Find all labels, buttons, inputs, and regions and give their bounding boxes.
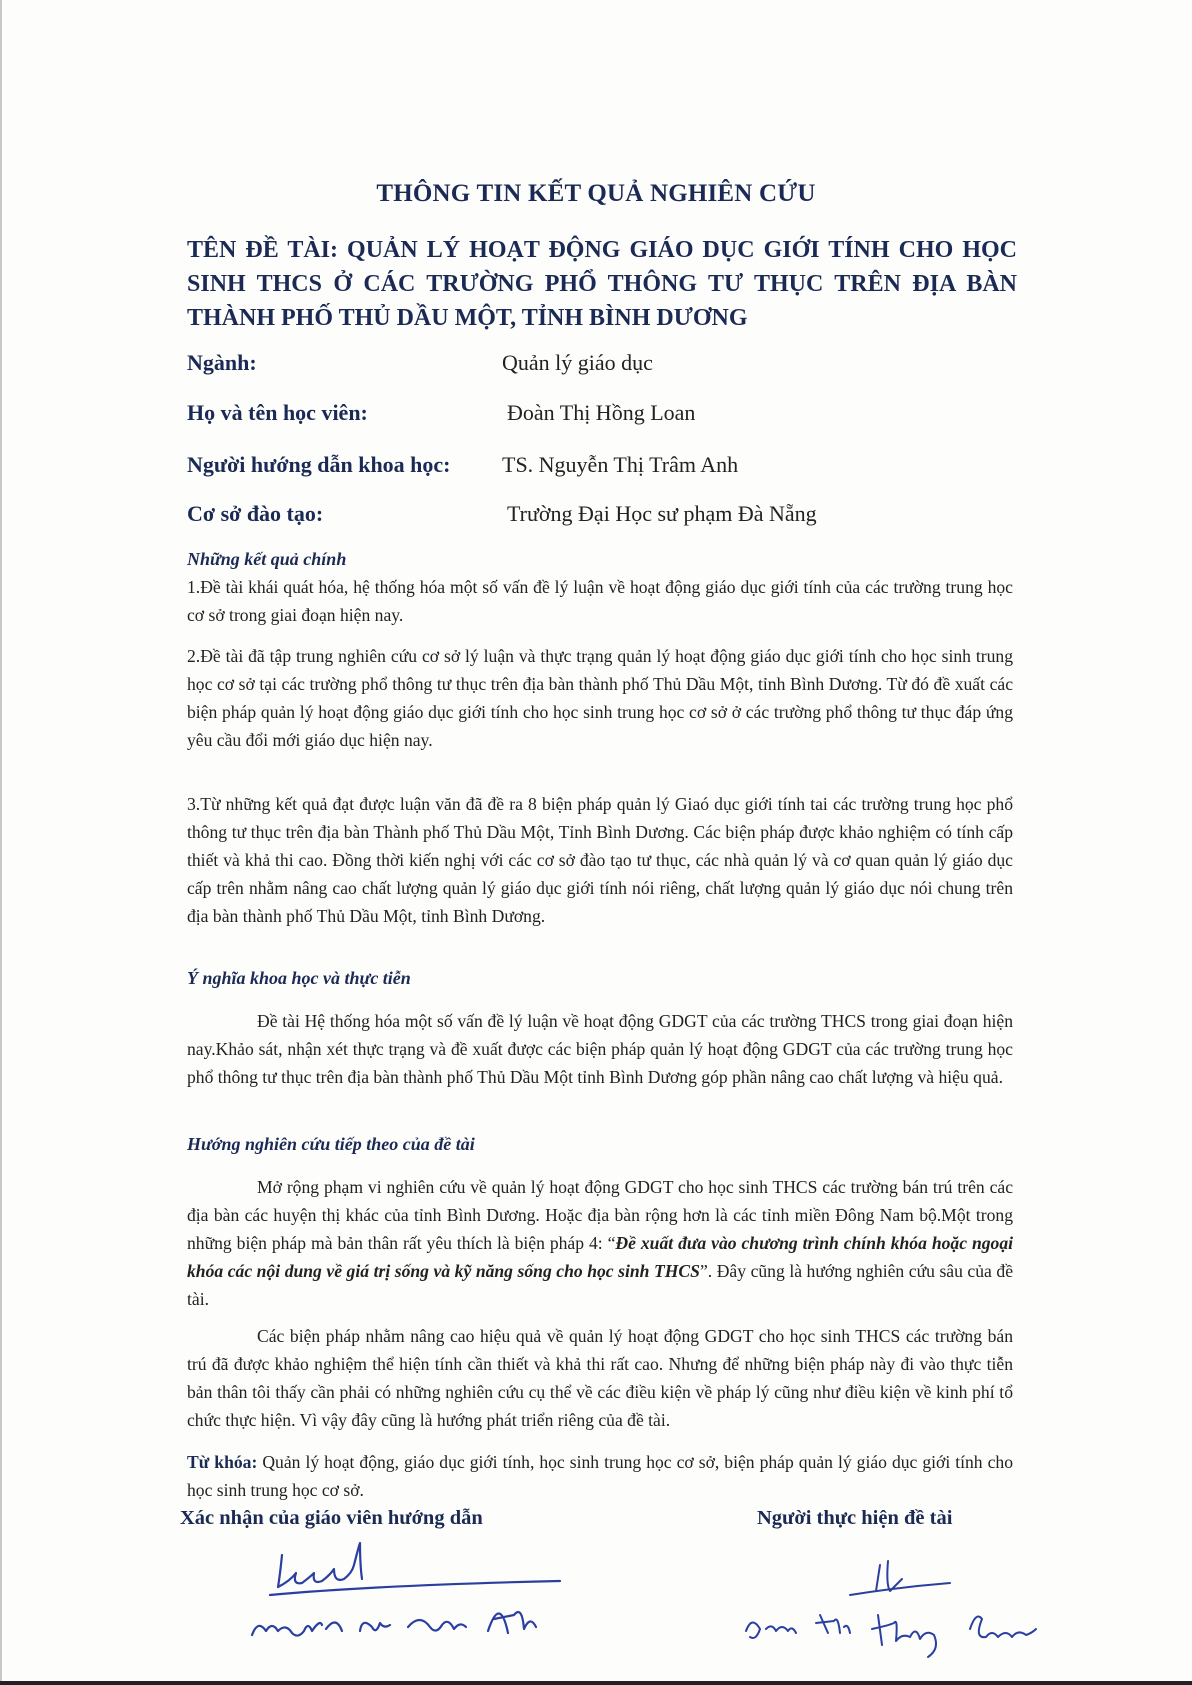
future-emphasis: Đề xuất đưa vào chương trình chính khóa hoặc ngoại khóa các nội dung về giá trị sống và kỹ năng sống cho học sinh THCS [187,1233,1014,1281]
future-text-end: ”. Đây cũng là hướng nghiên cứu sâu của đề tài. [187,1261,1014,1309]
info-label: Ngành: [187,350,257,375]
supervisor-confirmation-heading: Xác nhận của giáo viên hướng dẫn [180,1507,483,1529]
document-title: THÔNG TIN KẾT QUẢ NGHIÊN CỨU [376,180,816,207]
results-paragraph-2: 2.Đề tài đã tập trung nghiên cứu cơ sở lý luận và thực trạng quản lý hoạt động giáo dục giới tính cho học sinh trung học cơ sở tại các trường phổ thông tư thục trên địa bàn thành phố Thủ Dầu Một, tỉnh Bình Dương. Từ đó đề xuất các biện pháp quản lý hoạt động giáo dục giới tính cho học sinh trung học cơ sở ở các trường phổ thông tư thục đáp ứng yêu cầu đổi mới giáo dục hiện nay. [187,646,1013,750]
section-heading-results: Những kết quả chính [187,549,347,569]
info-value: TS. Nguyễn Thị Trâm Anh [502,452,739,477]
results-paragraph-3: 3.Từ những kết quả đạt được luận văn đã đề ra 8 biện pháp quản lý Giaó dục giới tính tai các trường trung học phổ thông tư thục trên địa bàn Thành phố Thủ Dầu Một, Tỉnh Bình Dương. Các biện pháp được khảo nghiệm có tính cấp thiết và khả thi cao. Đồng thời kiến nghị với các cơ sở đào tạo tư thục, các nhà quản lý và cơ quan quản lý giáo dục cấp trên nhằm nâng cao chất lượng quản lý giáo dục giới tính nói riêng, chất lượng quản lý giáo dục nói chung trên địa bàn thành phố Thủ Dầu Một, tỉnh Bình Dương. [187,794,1013,926]
supervisor-signature [230,1535,590,1655]
section-heading-significance: Ý nghĩa khoa học và thực tiễn [187,968,411,988]
significance-paragraph: Đề tài Hệ thống hóa một số vấn đề lý luận về hoạt động GDGT của các trường THCS trong giai đoạn hiện nay.Khảo sát, nhận xét thực trạng và đề xuất được các biện pháp quản lý hoạt động GDGT của các trường trung học phổ thông tư thục trên địa bàn thành phố Thủ Dầu Một tỉnh Bình Dương góp phần nâng cao chất lượng và hiệu quả. [187,1011,1013,1087]
future-paragraph-2: Các biện pháp nhằm nâng cao hiệu quả về quản lý hoạt động GDGT cho học sinh THCS các trường bán trú đã được khảo nghiệm thể hiện tính cần thiết và khả thi rất cao. Nhưng để những biện pháp này đi vào thực tiễn bản thân tôi thấy cần phải có những nghiên cứu cụ thể về các điều kiện về pháp lý cũng như điều kiện về kinh phí tổ chức thực hiện. Vì vậy đây cũng là hướng phát triển riêng của đề tài. [187,1326,1013,1430]
author-signature [730,1545,1050,1665]
keywords-text: Quản lý hoạt động, giáo dục giới tính, học sinh trung học cơ sở, biện pháp quản lý giáo dục giới tính cho học sinh trung học cơ sở. [187,1452,1014,1500]
info-label: Cơ sở đào tạo: [187,501,324,526]
page-bottom-edge [0,1681,1192,1685]
author-heading: Người thực hiện đề tài [757,1507,953,1529]
results-paragraph-1: 1.Đề tài khái quát hóa, hệ thống hóa một số vấn đề lý luận về hoạt động giáo dục giới tính của các trường trung học cơ sở trong giai đoạn hiện nay. [187,577,1013,625]
keywords-paragraph [187,1448,1013,1504]
page-left-edge [0,0,2,1685]
info-label: Người hướng dẫn khoa học: [187,452,451,477]
info-value: Trường Đại Học sư phạm Đà Nẵng [507,501,817,526]
info-value: Đoàn Thị Hồng Loan [507,400,696,425]
topic-title: TÊN ĐỀ TÀI: QUẢN LÝ HOẠT ĐỘNG GIÁO DỤC GIỚI TÍNH CHO HỌC SINH THCS Ở CÁC TRƯỜNG PHỔ THÔNG TƯ THỤC TRÊN ĐỊA BÀN THÀNH PHỐ THỦ DẦU MỘT, TỈNH BÌNH DƯƠNG [187,237,1017,331]
keywords-label: Từ khóa: [187,1452,258,1472]
future-paragraph-1 [187,1173,1013,1313]
future-text-start: Mở rộng phạm vi nghiên cứu về quản lý hoạt động GDGT cho học sinh THCS các trường bán trú trên các địa bàn các huyện thị khác của tỉnh Bình Dương. Hoặc địa bàn rộng hơn là các tỉnh miền Đông Nam bộ.Một trong những biện pháp mà bản thân rất yêu thích là biện pháp 4: “ [187,1177,1013,1253]
info-value: Quản lý giáo dục [502,350,653,375]
info-label: Họ và tên học viên: [187,400,368,425]
section-heading-future: Hướng nghiên cứu tiếp theo của đề tài [187,1134,475,1154]
